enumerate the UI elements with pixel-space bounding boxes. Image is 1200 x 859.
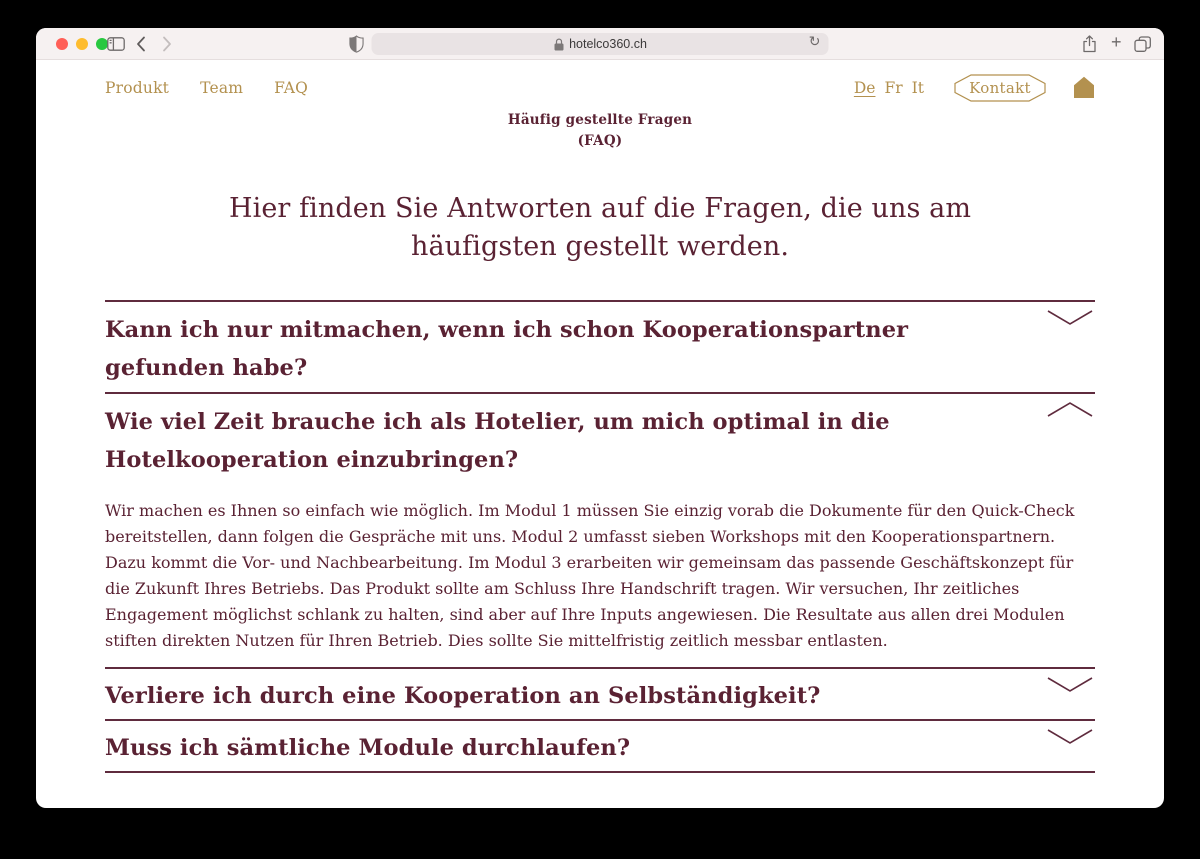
chevron-down-icon[interactable]	[1047, 728, 1093, 745]
share-icon[interactable]	[1082, 35, 1097, 53]
subtitle-line1: Häufig gestellte Fragen	[507, 112, 693, 128]
faq-question[interactable]: Kann ich nur mitmachen, wenn ich schon Kooperationspartner gefunden habe?	[105, 317, 909, 381]
home-button[interactable]	[1073, 76, 1095, 99]
site-navigation	[105, 73, 1095, 102]
faq-item-2[interactable]	[105, 392, 1095, 667]
nav-link-faq[interactable]: FAQ	[274, 78, 309, 97]
forward-icon[interactable]	[162, 36, 172, 52]
privacy-shield-icon[interactable]	[349, 35, 364, 53]
home-icon	[1073, 76, 1095, 99]
page-subtitle	[105, 110, 1095, 152]
page-title	[105, 190, 1095, 266]
tab-overview-icon[interactable]	[1134, 36, 1151, 52]
lang-fr[interactable]: Fr	[884, 78, 903, 97]
sidebar-toggle-icon[interactable]	[107, 37, 125, 51]
reload-icon[interactable]: ↻	[808, 34, 821, 50]
close-window-button[interactable]	[56, 38, 68, 50]
subtitle-line2: (FAQ)	[577, 133, 623, 149]
faq-question[interactable]: Verliere ich durch eine Kooperation an Selbständigkeit?	[105, 683, 821, 709]
lock-icon	[553, 38, 564, 51]
faq-item-3[interactable]	[105, 667, 1095, 719]
address-bar[interactable]	[372, 33, 829, 55]
kontakt-button-label: Kontakt	[969, 78, 1031, 97]
faq-accordion	[105, 300, 1095, 773]
new-tab-icon[interactable]: +	[1111, 32, 1122, 52]
faq-item-4[interactable]	[105, 719, 1095, 771]
faq-answer: Wir machen es Ihnen so einfach wie möglich. Im Modul 1 müssen Sie einzig vorab die Dokumente für den Quick-Check bereitstellen, dann folgen die Gespräche mit uns. Modul 2 umfasst sieben Workshops mit den Kooperationspartnern. Dazu kommt die Vor- und Nachbearbeitung. Im Modul 3 erarbeiten wir gemeinsam das passende Geschäftskonzept für die Zukunft Ihres Betriebs. Das Produkt sollte am Schluss Ihre Handschrift tragen. Wir versuchen, Ihr zeitliches Engagement möglichst schlank zu halten, sind aber auf Ihre Inputs angewiesen. Die Resultate aus allen drei Modulen stiften direkten Nutzen für Ihren Betrieb. Dies sollte Sie mittelfristig zeitlich messbar entlasten.	[105, 501, 1075, 650]
lang-it[interactable]: It	[911, 78, 924, 97]
language-switcher	[854, 79, 924, 97]
nav-link-produkt[interactable]: Produkt	[105, 78, 170, 97]
faq-question[interactable]: Wie viel Zeit brauche ich als Hotelier, um mich optimal in die Hotelkooperation einzubringen?	[105, 409, 890, 473]
nav-actions	[854, 74, 1095, 102]
page-content	[36, 73, 1164, 773]
chevron-down-icon[interactable]	[1047, 309, 1093, 326]
faq-question[interactable]: Muss ich sämtliche Module durchlaufen?	[105, 735, 631, 761]
nav-link-team[interactable]: Team	[200, 78, 244, 97]
faq-item-1[interactable]	[105, 300, 1095, 392]
chevron-up-icon[interactable]	[1047, 401, 1093, 418]
back-icon[interactable]	[136, 36, 146, 52]
minimize-window-button[interactable]	[76, 38, 88, 50]
browser-window	[36, 28, 1164, 808]
page-title-line2: häufigsten gestellt werden.	[410, 231, 790, 262]
page-title-line1: Hier finden Sie Antworten auf die Fragen, die uns am	[228, 193, 972, 224]
kontakt-button[interactable]	[954, 74, 1046, 102]
nav-links	[105, 79, 308, 97]
url-text: hotelco360.ch	[569, 37, 647, 51]
lang-de[interactable]: De	[853, 78, 876, 97]
chevron-down-icon[interactable]	[1047, 676, 1093, 693]
browser-titlebar	[36, 28, 1164, 60]
